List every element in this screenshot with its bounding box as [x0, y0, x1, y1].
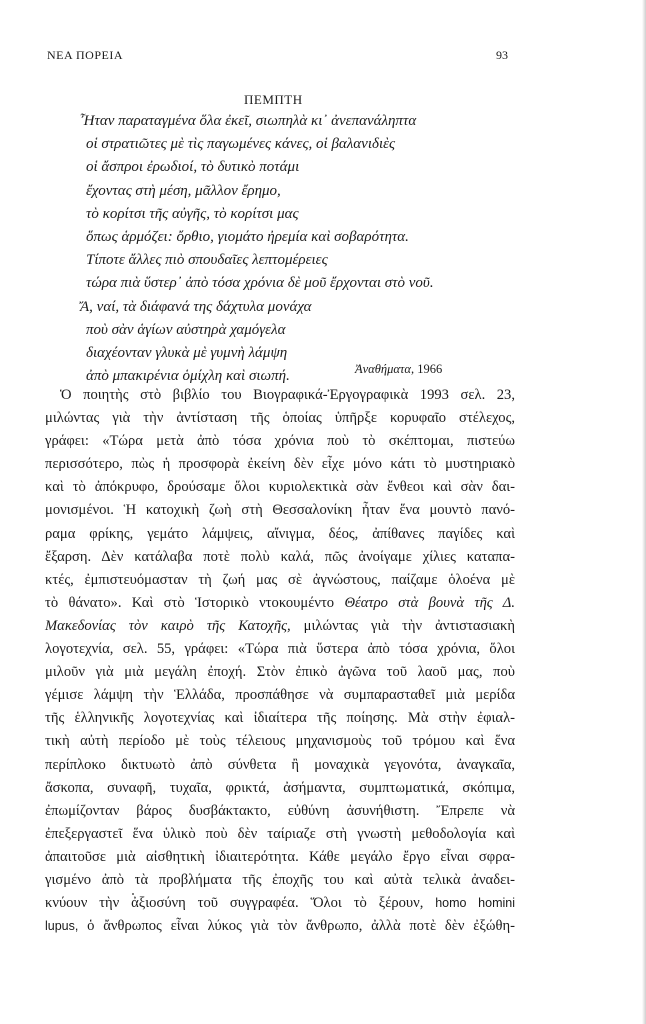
prose-line: ἐπωμίζονταν βάρος δυσβάκτακτο, εὐθύνη ἀσυνήθιστη. Ἔπρεπε νὰ	[45, 802, 515, 819]
prose-line: καὶ τὸ ἀπόκρυφο, δρούσαμε ὅλοι κυριολεκτικὰ σὰν ἔνθεοι καὶ σὰν δαι-	[45, 479, 515, 496]
prose-line: ἄσκοπα, συναφῆ, τυχαῖα, φρικτά, ἀσήμαντα, συμπτωματικά, σκόπιμα,	[45, 779, 515, 796]
poem-line: τώρα πιὰ ὕστερ᾿ ἀπὸ τόσα χρόνια δὲ μοῦ ἔρχονται στὸ νοῦ.	[86, 275, 434, 292]
page-number: 93	[496, 48, 508, 62]
prose-segment-italic: Θέατρο στὰ βουνὰ τῆς Δ.	[344, 594, 515, 611]
prose-line: γράφει: «Τώρα μετὰ ἀπὸ τόσα χρόνια ποὺ τὸ σκέπτομαι, πιστεύω	[45, 433, 515, 450]
prose-segment: μιλώντας γιὰ τὴν ἀντιστασιακὴ	[303, 617, 515, 634]
prose-line	[45, 915, 515, 938]
poem-title: ΠΕΜΠΤΗ	[244, 92, 303, 107]
prose-line: μιλώντας γιὰ τὴν ἀντίσταση τῆς ὁποίας ὑπῆρξε κορυφαῖο στέλεχος,	[45, 410, 515, 427]
poem-line: τὸ κορίτσι τῆς αὐγῆς, τὸ κορίτσι μας	[86, 205, 299, 222]
running-head: ΝΕΑ ΠΟΡΕΙΑ	[47, 48, 123, 62]
prose-line: λογοτεχνία, σελ. 55, γράφει: «Τώρα πιὰ ὕστερα ἀπὸ τόσα χρόνια, ὅλοι	[45, 641, 515, 658]
prose-line: γισμένο ἀπὸ τὰ προβλήματα τῆς ἐποχῆς του καὶ αὐτὰ τελικὰ ἀναδει-	[45, 871, 515, 888]
poem	[80, 110, 520, 388]
prose-line: μονισμένοι. Ἡ κατοχικὴ ζωὴ στὴ Θεσσαλονίκη ἦταν ἕνα μουντὸ πανό-	[45, 502, 515, 519]
poem-line: Ἦταν παραταγμένα ὅλα ἐκεῖ, σιωπηλὰ κι᾿ ἀνεπανάληπτα	[80, 113, 417, 129]
prose-segment-latin: lupus,	[45, 919, 79, 934]
prose-line: ἔξαρση. Δὲν κατάλαβα ποτὲ πολὺ καλά, πῶς ἀνοίγαμε χίλιες καταπα-	[45, 548, 515, 565]
prose-segment: τὸ θάνατο». Καὶ στὸ Ἱστορικὸ ντοκουμέντο	[45, 594, 335, 611]
prose-segment: ὁ ἄνθρωπος εἶναι λύκος γιὰ τὸν ἄνθρωπο, ἀλλὰ ποτὲ δὲν ἐξώθη-	[87, 918, 515, 935]
poem-line: ὅπως ἁρμόζει: ὄρθιο, γιομάτο ἠρεμία καὶ σοβαρότητα.	[86, 229, 409, 246]
poem-line: ἀπὸ μπακιρένια ὁμίχλη καὶ σιωπή.	[86, 368, 290, 385]
poem-line: οἱ στρατιῶτες μὲ τὶς παγωμένες κάνες, οἱ βαλανιδιὲς	[86, 136, 396, 153]
poem-line: Τίποτε ἄλλες πιὸ σπουδαῖες λεπτομέρειες	[86, 252, 328, 269]
poem-line: οἱ ἄσπροι ἐρωδιοί, τὸ δυτικὸ ποτάμι	[86, 159, 300, 176]
poem-source-year: 1966	[417, 362, 443, 376]
prose-line: περίπλοκο δικτυωτὸ ἀπὸ σύνθετα ἢ μοναχικὰ γεγονότα, ἀναγκαῖα,	[45, 756, 515, 773]
poem-line: Ἄ, ναί, τὰ διάφανά της δάχτυλα μονάχα	[80, 298, 312, 315]
page-edge-shadow	[642, 0, 646, 1024]
print-speck	[132, 893, 134, 895]
prose-line: Ὁ ποιητὴς στὸ βιβλίο του Βιογραφικά-Ἐργογραφικὰ 1993 σελ. 23,	[60, 387, 515, 403]
poem-line: ἔχοντας στὴ μέση, μᾶλλον ἔρημο,	[86, 182, 281, 199]
prose-segment: κνύουν τὴν ἀξιοσύνη τοῦ συγγραφέα. Ὅλοι τὸ ξέρουν,	[45, 895, 424, 912]
prose-line: περισσότερο, πὼς ἡ προσφορὰ ἐκείνη δὲν εἶχε μόνο κάτι τὸ μυστηριακὸ	[45, 456, 515, 473]
prose-line: ἀπαιτοῦσε μιὰ αἰσθητικὴ ἰδιαιτερότητα. Κάθε μεγάλο ἔργο εἶναι σφρα-	[45, 848, 515, 865]
prose-line	[45, 892, 515, 915]
prose-line: τικὴ αὐτὴ περίοδο μὲ τοὺς τέλειους μηχανισμοὺς τοῦ τρόμου καὶ ἕνα	[45, 733, 515, 750]
poem-line: ποὺ σὰν ἁγίων αὐστηρὰ χαμόγελα	[86, 321, 286, 338]
prose-line: κτές, ἐμπιστευόμασταν τὴ ζωή μας σὲ ἀγνώστους, παίζαμε ὁλοένα μὲ	[45, 571, 515, 588]
poem-source-title: Ἀναθήματα,	[355, 362, 415, 376]
prose-segment-italic: Μακεδονίας τὸν καιρὸ τῆς Κατοχῆς,	[45, 617, 291, 634]
prose-line: γέμισε λάμψη τὴν Ἑλλάδα, προσπάθησε νὰ συμπαρασταθεῖ μιὰ μερίδα	[45, 687, 515, 704]
prose-body	[45, 384, 515, 938]
poem-line: διαχέονταν γλυκὰ μὲ γυμνὴ λάμψη	[86, 345, 288, 362]
prose-line: τῆς ἑλληνικῆς λογοτεχνίας καὶ ἰδιαίτερα τῆς ποίησης. Μὰ στὴν ἐφιαλ-	[45, 710, 515, 727]
prose-segment-latin: homo homini	[435, 896, 515, 911]
prose-line	[45, 615, 515, 638]
poem-source	[355, 362, 442, 377]
prose-line: ἐπεξεργαστεῖ ἕνα ὑλικὸ ποὺ δὲν ταίριαζε στὴ γνωστὴ μεθοδολογία καὶ	[45, 825, 515, 842]
prose-line: ραμα φρίκης, γεμάτο λάμψεις, αἴνιγμα, δέος, ἀπίθανες παγίδες καὶ	[45, 525, 515, 542]
prose-line	[45, 592, 515, 615]
prose-line: μιλοῦν γιὰ μιὰ μεγάλη ἐποχή. Στὸν ἐπικὸ ἀγῶνα τοῦ λαοῦ μας, ποὺ	[45, 664, 515, 681]
